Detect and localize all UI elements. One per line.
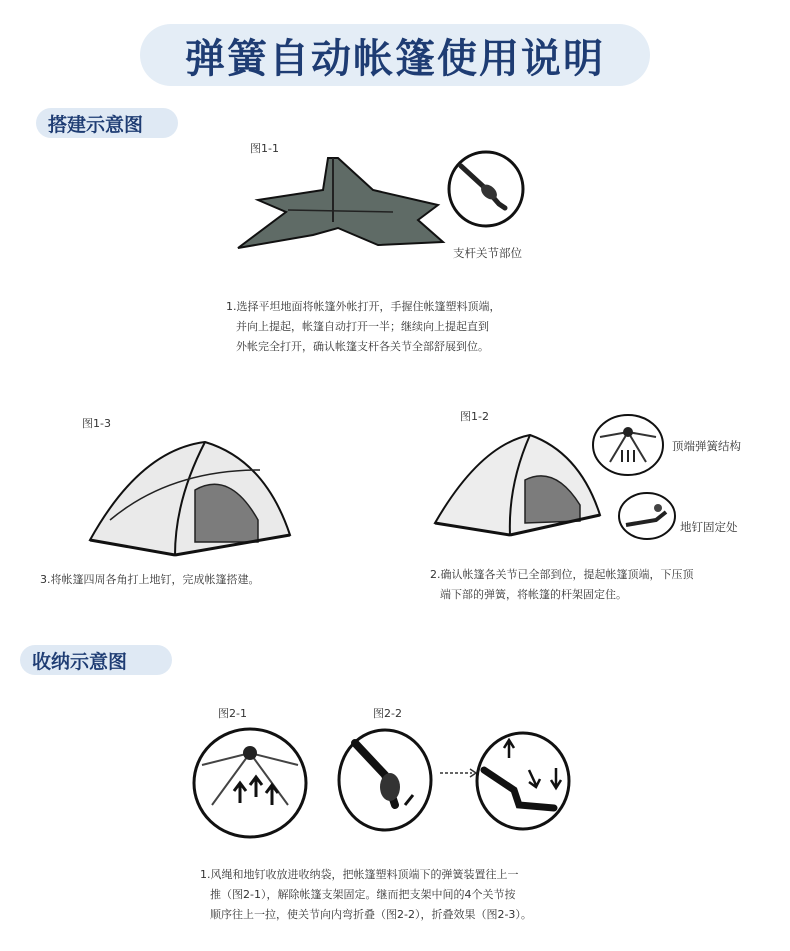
pitched-tent-illustration-2 <box>430 425 610 540</box>
step1-line3: 外帐完全打开，确认帐篷支杆各关节全部舒展到位。 <box>236 340 489 353</box>
fig-2-1-label: 图2-1 <box>218 707 247 720</box>
fold-step-caption <box>200 865 620 925</box>
setup-heading-text: 搭建示意图 <box>48 113 144 136</box>
stake-detail-circle <box>616 490 678 542</box>
setup-step3-caption: 3.将帐篷四周各角打上地钉，完成帐篷搭建。 <box>40 573 260 586</box>
step2-line1: 2.确认帐篷各关节已全部到位，提起帐篷顶端，下压顶 <box>430 568 694 581</box>
spring-push-detail-circle <box>190 725 310 841</box>
title-banner <box>140 24 650 86</box>
setup-section-heading <box>36 108 178 138</box>
top-spring-label: 顶端弹簧结构 <box>672 439 741 453</box>
joint-fold-detail-circle <box>335 725 435 835</box>
arrow-dashed-icon <box>438 768 478 778</box>
fig-2-2-label: 图2-2 <box>373 707 402 720</box>
page-title: 弹簧自动帐篷使用说明 <box>185 35 605 82</box>
fold-heading-text: 收纳示意图 <box>32 650 128 673</box>
fig-1-2-label: 图1-2 <box>460 410 489 423</box>
stake-label: 地钉固定处 <box>680 520 738 534</box>
step2-line2: 端下部的弹簧，将帐篷的杆架固定住。 <box>440 588 627 601</box>
setup-step2-caption <box>430 565 750 605</box>
fig-1-3-label: 图1-3 <box>82 417 111 430</box>
top-spring-detail-circle <box>590 412 666 478</box>
step1-line1: 1.选择平坦地面将帐篷外帐打开，手握住帐篷塑料顶端， <box>226 300 501 313</box>
flat-tent-illustration <box>228 150 458 260</box>
folded-effect-detail-circle <box>474 730 572 832</box>
joint-label: 支杆关节部位 <box>453 246 522 260</box>
joint-detail-circle <box>445 148 527 230</box>
fold-line2: 推（图2-1），解除帐篷支架固定。继而把支架中间的4个关节按 <box>210 888 516 901</box>
pitched-tent-illustration <box>80 430 300 560</box>
fold-line1: 1.风绳和地钉收放进收纳袋，把帐篷塑料顶端下的弹簧装置往上一 <box>200 868 519 881</box>
fold-line3: 顺序往上一拉，使关节向内弯折叠（图2-2），折叠效果（图2-3）。 <box>210 908 532 921</box>
setup-step1-caption <box>226 297 586 357</box>
fig-1-1-label: 图1-1 <box>250 142 279 155</box>
step1-line2: 并向上提起，帐篷自动打开一半；继续向上提起直到 <box>236 320 489 333</box>
fold-section-heading <box>20 645 172 675</box>
